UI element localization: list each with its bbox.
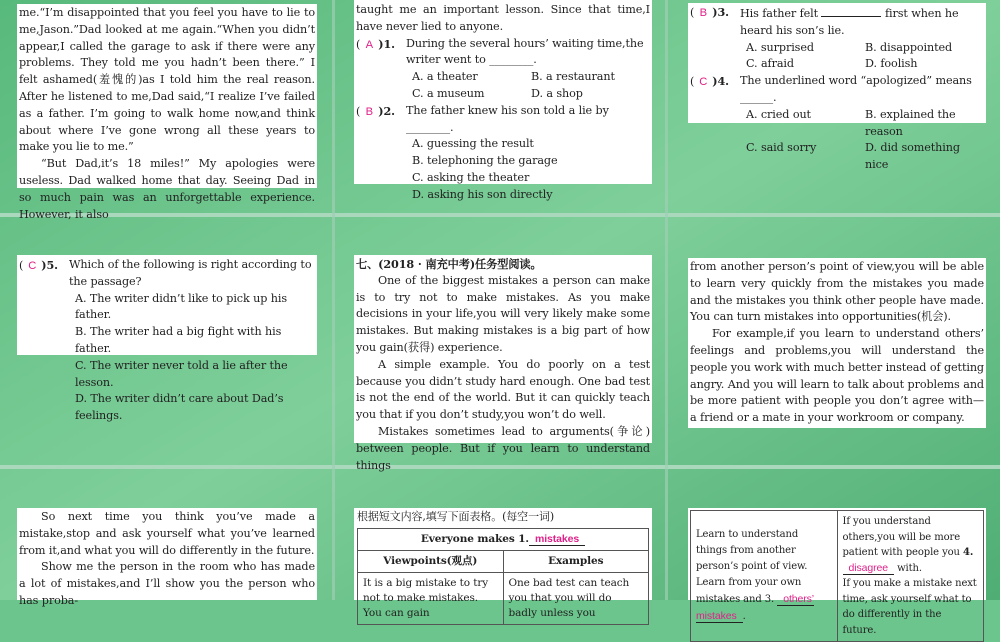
questions-card-4 [17,255,317,423]
option: C. said sorry [746,141,817,155]
question-text: The underlined word “apologized” means ______. [740,74,972,104]
reading-card-5 [354,255,652,472]
option: D. foolish [865,57,918,71]
passage-paragraph: For example,if you learn to understand others’ feelings and problems,you will understand the people you work with much better instead of getting angry. And you will learn to talk about problems and be more patient with people you don’t agree with—a friend or a mate in your workroom or company. [690,327,984,425]
table-cell: Learn to understand things from another person’s point of view. Learn from your own mistakes and 3. others’ mistakes . [691,511,838,642]
reading-card-6 [688,258,986,428]
options-grid [356,69,650,103]
answer-fill-4: disagree [843,562,894,575]
answer-letter: C [28,260,37,272]
option: B. The writer had a big fight with his father. [75,325,282,355]
passage-card-1 [17,4,317,221]
answer-letter: B [365,105,373,118]
options-list [356,136,650,203]
answer-fill-1: mistakes [529,533,585,546]
answer-blank [821,4,881,17]
answer-bracket: ( C )4. [690,73,738,91]
question-3 [690,4,984,40]
answer-letter: A [365,38,373,51]
option: D. asking his son directly [412,187,553,201]
option: B. disappointed [865,40,953,54]
passage-paragraph: from another person’s point of view,you will be able to learn very quickly from the mistakes you made and the mistakes you think other people have made. You can turn mistakes into opportunities(机会). [690,260,984,324]
option: C. The writer never told a lie after the lesson. [75,358,288,389]
question-5 [19,257,315,291]
question-text: During the several hours’ waiting time,the writer went to ________. [406,36,644,67]
option: D. The writer didn’t care about Dad’s feelings. [75,392,284,423]
passage-paragraph: One of the biggest mistakes a person can make is to try not to make mistakes. As you make decisions in your life,you will very likely make some mistakes. But making mistakes is a big part of how you gain(获得) experience. [356,273,650,354]
options-grid [690,107,984,174]
option: C. a museum [412,86,485,100]
option: C. asking the theater [412,170,530,184]
table-cell: It is a big mistake to try not to make mistakes. You can gain [358,572,504,624]
passage-paragraph: “But Dad,it’s 18 miles!” My apologies were useless. Dad walked home that day. Seeing Dad in so much pain was an unforgettable experience. However, it also [19,157,315,221]
column-divider [332,0,335,600]
option: B. telephoning the garage [412,154,558,168]
option: D. a shop [531,86,583,100]
option: B. a restaurant [531,70,615,84]
passage-paragraph: me.“I’m disappointed that you feel you have to lie to me,Jason.”Dad looked at me again.“When you didn’t appear,I called the garage to ask if there were any problems. They told me you hadn’t been there.” I felt ashamed(羞愧的)as I told him the real reason. After he listened to me,Dad said,“I realize I’ve failed as a father. I’m going to walk home now,and think about where I’ve gone wrong all these years to make you lie to me.” [19,6,315,154]
option: A. The writer didn’t like to pick up his father. [75,291,287,322]
answer-bracket: ( C )5. [19,257,67,275]
column-header-viewpoints: Viewpoints(观点) [358,550,504,572]
question-text: first when he heard his son’s lie. [740,7,959,37]
options-grid [690,40,984,74]
question-text: His father felt [740,7,819,20]
column-header-examples: Examples [503,550,649,572]
option: A. cried out [746,107,811,121]
table-card-9 [688,508,986,636]
option: A. guessing the result [412,137,534,151]
answer-letter: B [699,7,707,19]
passage-paragraph: So next time you think you’ve made a mistake,stop and ask yourself what you’ve learned from it,and what you will do differently in the future. [19,510,315,557]
table-cell: If you understand others,you will be more patient with people you 4. disagree with. If you make a mistake next time, ask yourself what to do differently in the future. [837,511,984,642]
question-1 [356,36,650,70]
passage-paragraph: taught me an important lesson. Since that time,I have never lied to anyone. [356,3,650,33]
summary-table-continued [690,510,984,642]
options-list [19,291,315,425]
table-cell: One bad test can teach you that you will do badly unless you [503,572,649,624]
questions-card-2 [354,0,652,201]
option: D. did something nice [865,141,960,172]
question-text: Which of the following is right according to the passage? [69,258,312,288]
answer-bracket: ( B )2. [356,103,404,121]
question-text: The father knew his son told a lie by ________. [406,103,609,134]
table-instruction: 根据短文内容,填写下面表格。(每空一词) [357,510,555,523]
option: C. afraid [746,57,794,71]
section-heading: 七、(2018 · 南充中考)任务型阅读。 [356,257,542,271]
column-divider [665,0,668,600]
question-4 [690,73,984,107]
passage-paragraph: A simple example. You do poorly on a test because you didn’t study hard enough. One bad test is not the end of the world. But it can quickly teach you that if you don’t study,you won’t do well. [356,357,650,422]
answer-fill-3: others’ mistakes [696,593,815,622]
summary-table [357,528,649,625]
answer-bracket: ( A )1. [356,36,404,54]
reading-card-7 [17,508,317,607]
passage-paragraph: Show me the person in the room who has made a lot of mistakes,and I’ll show you the person who has proba- [19,560,315,607]
table-card-8 [354,508,652,619]
table-title: Everyone makes 1. mistakes [358,528,649,550]
answer-bracket: ( B )3. [690,4,738,22]
option: B. explained the reason [865,107,956,138]
option: A. surprised [746,40,814,54]
question-2 [356,103,650,137]
questions-card-3 [688,3,986,172]
option: A. a theater [412,70,478,84]
answer-letter: C [699,76,708,89]
passage-paragraph: Mistakes sometimes lead to arguments(争论) between people. But if you learn to understand things [356,424,650,472]
